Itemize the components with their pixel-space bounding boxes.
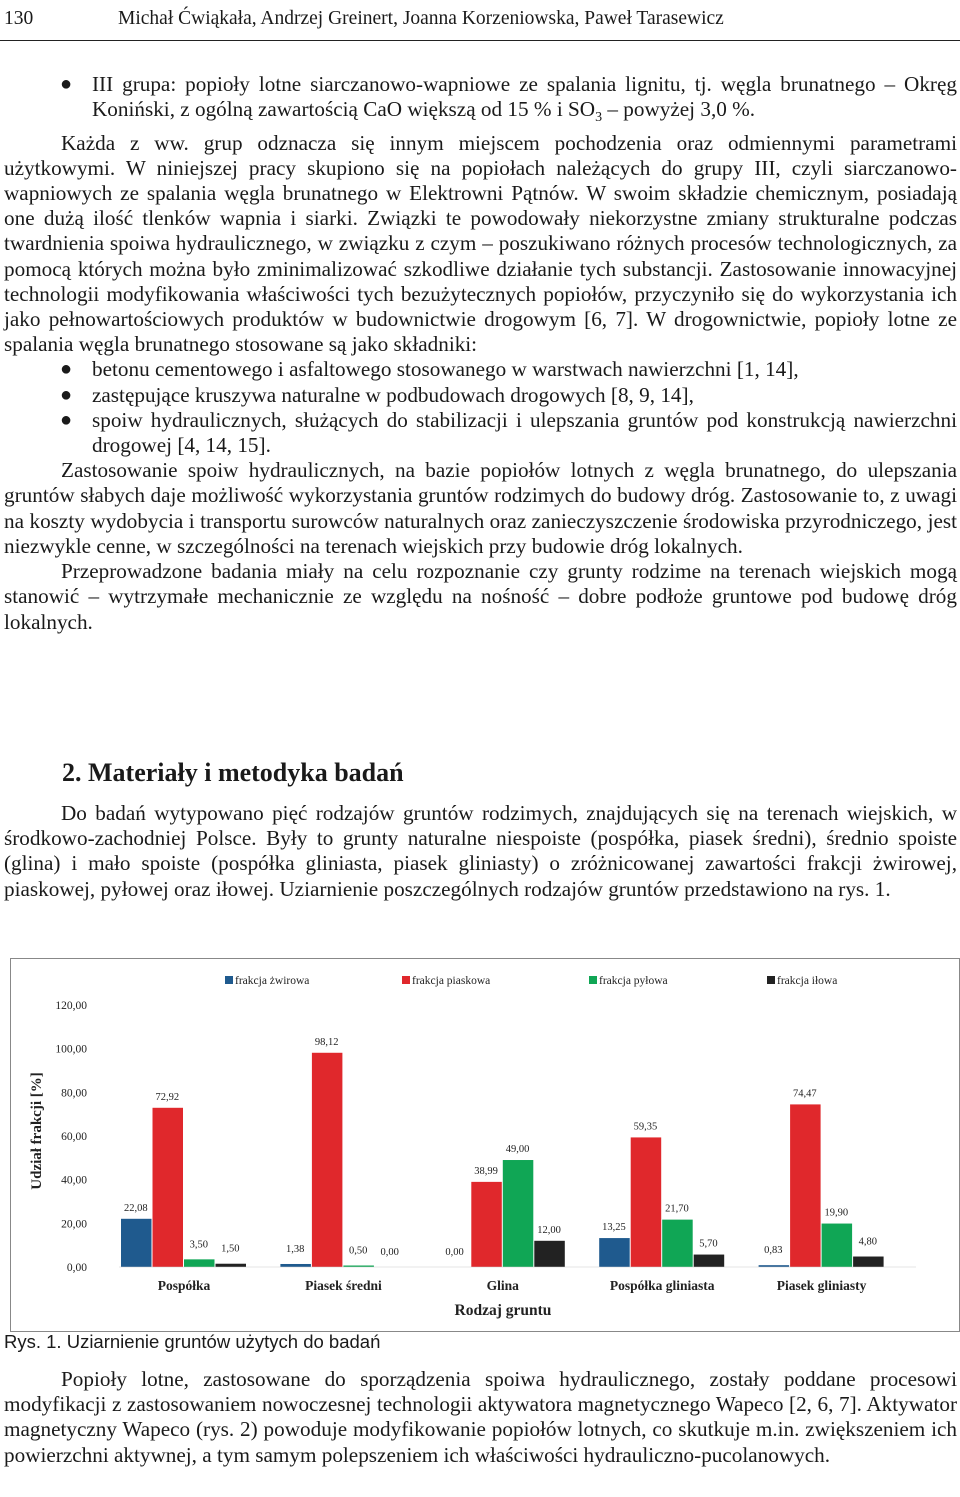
y-axis-label: Udział frakcji [%] <box>29 1072 45 1190</box>
x-tick-label: Pospółka gliniasta <box>609 1278 715 1293</box>
bullet-dot-icon: ● <box>60 383 73 406</box>
bar <box>153 1108 184 1267</box>
bar <box>853 1257 884 1267</box>
list-item: ● betonu cementowego i asfaltowego stosowanego w warstwach nawierzchni [1, 14], <box>60 357 799 382</box>
data-label: 21,70 <box>665 1203 689 1215</box>
data-label: 12,00 <box>537 1224 561 1236</box>
data-label: 59,35 <box>633 1121 658 1133</box>
y-tick-label: 80,00 <box>61 1087 87 1100</box>
bar <box>790 1104 821 1267</box>
page-number: 130 <box>4 8 34 29</box>
closing-block <box>4 1367 957 1468</box>
bullet-dot-icon: ● <box>60 408 73 431</box>
y-tick-label: 60,00 <box>61 1131 87 1143</box>
x-tick-label: Glina <box>486 1278 519 1293</box>
bar <box>599 1238 630 1267</box>
header-rule <box>0 40 960 41</box>
list-item: ● zastępujące kruszywa naturalne w podbudowach drogowych [8, 9, 14], <box>60 382 694 407</box>
legend-swatch <box>589 976 597 984</box>
data-label: 13,25 <box>602 1222 626 1234</box>
data-label: 49,00 <box>505 1144 530 1156</box>
data-label: 3,50 <box>189 1239 208 1251</box>
data-label: 38,99 <box>474 1165 498 1177</box>
bar <box>280 1264 311 1267</box>
closing-paragraph: Popioły lotne, zastosowane do sporządzenia spoiwa hydraulicznego, zostały poddane procesowi modyfikacji z zastosowaniem nowoczesnej technologii aktywatora magnetycznego Wapeco [2, 6, 7]. Aktywator magnetyczny Wapeco (rys. 2) powoduje modyfikowanie popiołów lotnych, co skutkuje m.in. zwiększeniem ich powierzchni aktywnej, a tym samym polepszeniem ich właściwości hydrauliczno-pucolanowych. <box>4 1367 957 1467</box>
data-label: 0,00 <box>445 1247 464 1258</box>
header-authors: Michał Ćwiąkała, Andrzej Greinert, Joanna Korzeniowska, Paweł Tarasewicz <box>118 8 724 29</box>
data-label: 0,83 <box>764 1245 783 1257</box>
bar <box>631 1137 662 1267</box>
y-tick-label: 0,00 <box>66 1262 87 1274</box>
section-title: 2. Materiały i metodyka badań <box>62 758 404 787</box>
y-tick-label: 20,00 <box>61 1218 87 1231</box>
legend-label: frakcja piaskowa <box>412 975 491 987</box>
section-2-paragraph: Do badań wytypowano pięć rodzajów gruntów rodzimych, znajdujących się na terenach wiejskich, w środkowo-zachodniej Polsce. Były to grunty naturalne niespoiste (pospółka, piasek średni), średnio spoiste (glina) i mało spoiste (pospółka gliniasta, piasek gliniasty) o zróżnicowanej zawartości frakcji żwirowej, piaskowej, pyłowej oraz iłowej. Uziarnienie poszczególnych rodzajów gruntów przedstawiono na rys. 1. <box>4 801 957 901</box>
legend-label: frakcja pyłowa <box>599 975 668 987</box>
legend-swatch <box>402 976 410 984</box>
data-label: 1,38 <box>285 1243 305 1255</box>
paragraph-3: Przeprowadzone badania miały na celu rozpoznanie czy grunty rodzime na terenach wiejskich mogą stanowić – wytrzymałe mechanicznie ze względu na nośność – dobre podłoże gruntowe pod budowę dróg lokalnych. <box>4 559 957 634</box>
paragraph-2: Zastosowanie spoiw hydraulicznych, na bazie popiołów lotnych z węgla brunatnego, do ulepszania gruntów słabych daje możliwość wykorzystania gruntów rodzimych do budowy dróg. Zastosowanie to, z uwagi na koszty wydobycia i transportu surowców naturalnych oraz zanieczyszczenie środowiska przyrodniczego, jest niezwykle cenne, w szczególności na terenach wiejskich przy budowie dróg lokalnych. <box>4 458 957 558</box>
grain-size-chart <box>11 959 959 1331</box>
legend-label: frakcja żwirowa <box>235 975 310 987</box>
data-label: 0,00 <box>380 1247 399 1258</box>
x-tick-label: Pospółka <box>157 1278 211 1293</box>
bar <box>121 1219 152 1267</box>
figure-caption: Rys. 1. Uziarnienie gruntów użytych do badań <box>4 1331 381 1352</box>
chart-figure <box>10 958 960 1332</box>
intro-block <box>4 72 957 635</box>
legend-label: frakcja iłowa <box>777 975 838 987</box>
data-label: 22,08 <box>123 1202 148 1214</box>
data-label: 1,50 <box>221 1243 240 1255</box>
data-label: 72,92 <box>155 1091 180 1103</box>
y-tick-label: 120,00 <box>55 1000 87 1012</box>
data-label: 19,90 <box>824 1207 849 1219</box>
legend-swatch <box>767 976 775 984</box>
bar <box>503 1160 534 1267</box>
bullet-group-3: ● III grupa: popioły lotne siarczanowo-wapniowe ze spalania lignitu, tj. węgla brunatnego – Okręg Koniński, z ogólną zawartością CaO większą od 15 % i $SO_3$ – powyżej 3,0 %. <box>60 72 957 126</box>
bullet-dot-icon: ● <box>60 358 73 381</box>
bar <box>822 1224 853 1267</box>
data-label: 0,50 <box>348 1245 368 1257</box>
running-header <box>0 8 960 32</box>
bar <box>184 1259 215 1267</box>
legend-swatch <box>225 976 233 984</box>
paragraph-1: Każda z ww. grup odznacza się innym miejscem pochodzenia oraz odmiennymi parametrami użytkowymi. W niniejszej pracy skupiono się na popiołach należących do grupy III, czyli siarczanowo-wapniowych ze spalania węgla brunatnego w Elektrowni Pątnów. W swoim składzie chemicznym, posiadają one dużą ilość tlenków wapnia i siarki. Związki te powodowały niekorzystne zmiany strukturalne podczas twardnienia spoiwa hydraulicznego, w związku z czym – poszukiwano różnych procesów technologicznych, za pomocą których można było zminimalizować szkodliwe działanie tych substancji. Zastosowanie innowacyjnej technologii modyfikowania właściwości tych bezużytecznych popiołów, przyczyniło się do wykorzystania ich jako pełnowartościowych produktów w budownictwie drogowym [6, 7]. W drogownictwie, popioły lotne ze spalania węgla brunatnego stosowane są jako składniki: <box>4 130 957 357</box>
x-tick-label: Piasek gliniasty <box>776 1278 867 1293</box>
data-label: 4,80 <box>858 1236 878 1248</box>
data-label: 5,70 <box>699 1238 718 1250</box>
data-label: 74,47 <box>793 1088 817 1100</box>
section-2-block <box>4 801 957 902</box>
bar <box>662 1220 693 1267</box>
bar <box>534 1241 565 1267</box>
data-label: 98,12 <box>314 1036 339 1048</box>
x-axis-label: Rodzaj gruntu <box>454 1302 552 1319</box>
bullet-dot-icon: ● <box>60 73 73 95</box>
bar <box>471 1182 502 1267</box>
y-tick-label: 100,00 <box>55 1043 87 1056</box>
list-item: ● spoiw hydraulicznych, służących do stabilizacji i ulepszania gruntów pod konstrukcją nawierzchni drogowej [4, 14, 15]. <box>60 407 957 458</box>
bar <box>312 1053 343 1267</box>
x-tick-label: Piasek średni <box>305 1278 382 1293</box>
bar <box>694 1255 725 1267</box>
bar <box>759 1265 790 1267</box>
y-tick-label: 40,00 <box>61 1174 87 1187</box>
bar <box>216 1264 247 1267</box>
